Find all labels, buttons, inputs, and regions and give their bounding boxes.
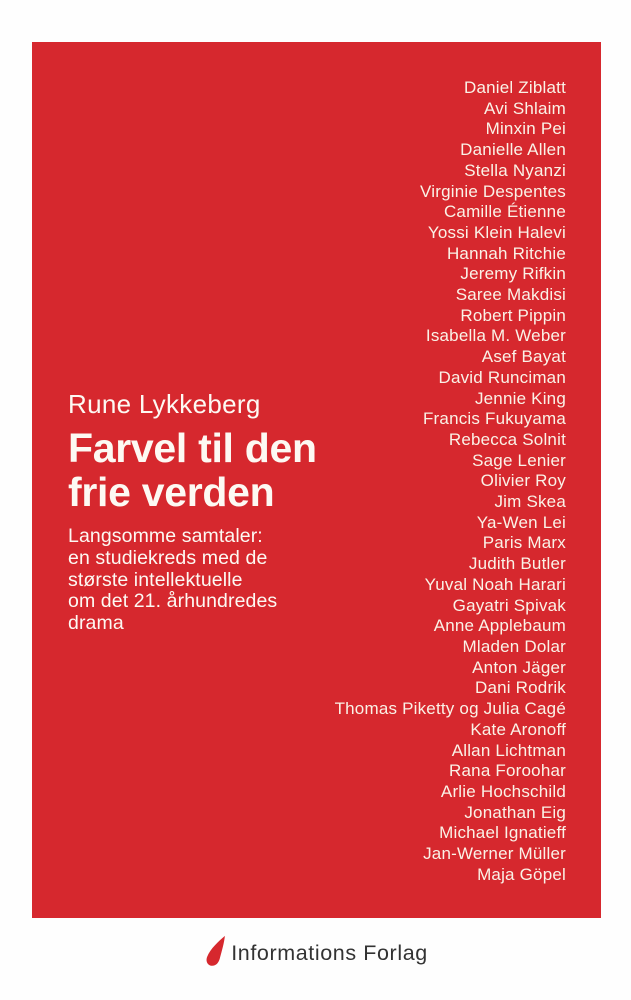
contributor-name: Avi Shlaim: [484, 98, 566, 118]
contributor-name: Dani Rodrik: [474, 678, 566, 698]
contributor-name: Anton Jäger: [472, 657, 566, 677]
book-subtitle-line: største intellektuelle: [68, 568, 243, 591]
contributor-name: Asef Bayat: [481, 347, 566, 367]
contributor-name: Danielle Allen: [460, 140, 566, 160]
contributor-name: Jonathan Eig: [464, 802, 566, 822]
contributor-name: Francis Fukuyama: [422, 409, 566, 429]
contributor-name: Yuval Noah Harari: [424, 574, 566, 594]
contributor-name: Thomas Piketty og Julia Cagé: [334, 699, 566, 719]
contributor-name: Jennie King: [474, 388, 566, 408]
contributor-name: Judith Butler: [468, 554, 566, 574]
contributor-name: Daniel Ziblatt: [463, 78, 566, 97]
publisher-name: Informations Forlag: [231, 940, 428, 965]
contributor-name: Gayatri Spivak: [452, 595, 566, 615]
contributor-name: Virginie Despentes: [420, 181, 566, 201]
contributor-name: Mladen Dolar: [462, 636, 566, 656]
contributor-name: Saree Makdisi: [455, 285, 566, 305]
title-block: [68, 388, 378, 635]
contributor-name: Yossi Klein Halevi: [427, 222, 566, 242]
publisher-logo: [0, 932, 631, 974]
contributor-name: Robert Pippin: [460, 305, 566, 325]
contributor-name: Anne Applebaum: [433, 616, 566, 636]
contributor-name: Allan Lichtman: [451, 740, 566, 760]
book-title-line: Farvel til den: [68, 425, 317, 471]
contributor-name: Sage Lenier: [472, 450, 566, 470]
contributor-name: Kate Aronoff: [470, 719, 566, 739]
contributor-name: Paris Marx: [482, 533, 566, 553]
contributor-name: Rebecca Solnit: [448, 429, 566, 449]
contributor-name: Camille Étienne: [443, 202, 566, 222]
book-subtitle: [68, 526, 378, 635]
contributor-name: Jeremy Rifkin: [460, 264, 566, 284]
contributor-name: Ya-Wen Lei: [476, 512, 566, 532]
book-subtitle-line: drama: [68, 612, 124, 635]
author-name: Rune Lykkeberg: [68, 389, 261, 419]
book-subtitle-line: om det 21. århundredes: [68, 590, 278, 613]
contributor-name: Stella Nyanzi: [464, 160, 566, 180]
comma-drop-icon: [203, 935, 228, 967]
contributor-name: Hannah Ritchie: [446, 243, 566, 263]
contributor-name: Rana Foroohar: [449, 761, 566, 781]
contributor-name: Jan-Werner Müller: [423, 844, 566, 864]
book-subtitle-line: Langsomme samtaler:: [68, 525, 263, 547]
book-title-line: frie verden: [68, 469, 275, 515]
cover-red-panel: [32, 42, 601, 918]
contributor-name: Maja Göpel: [477, 864, 566, 884]
contributor-name: Michael Ignatieff: [439, 823, 566, 843]
book-subtitle-line: en studiekreds med de: [68, 546, 268, 569]
contributor-name: Jim Skea: [494, 492, 566, 512]
contributor-name: Arlie Hochschild: [440, 781, 566, 801]
contributor-name: Minxin Pei: [485, 119, 566, 139]
contributor-name: Isabella M. Weber: [425, 326, 566, 346]
contributor-name: Olivier Roy: [480, 471, 566, 491]
contributor-name: David Runciman: [438, 367, 566, 387]
book-title: [68, 426, 378, 514]
